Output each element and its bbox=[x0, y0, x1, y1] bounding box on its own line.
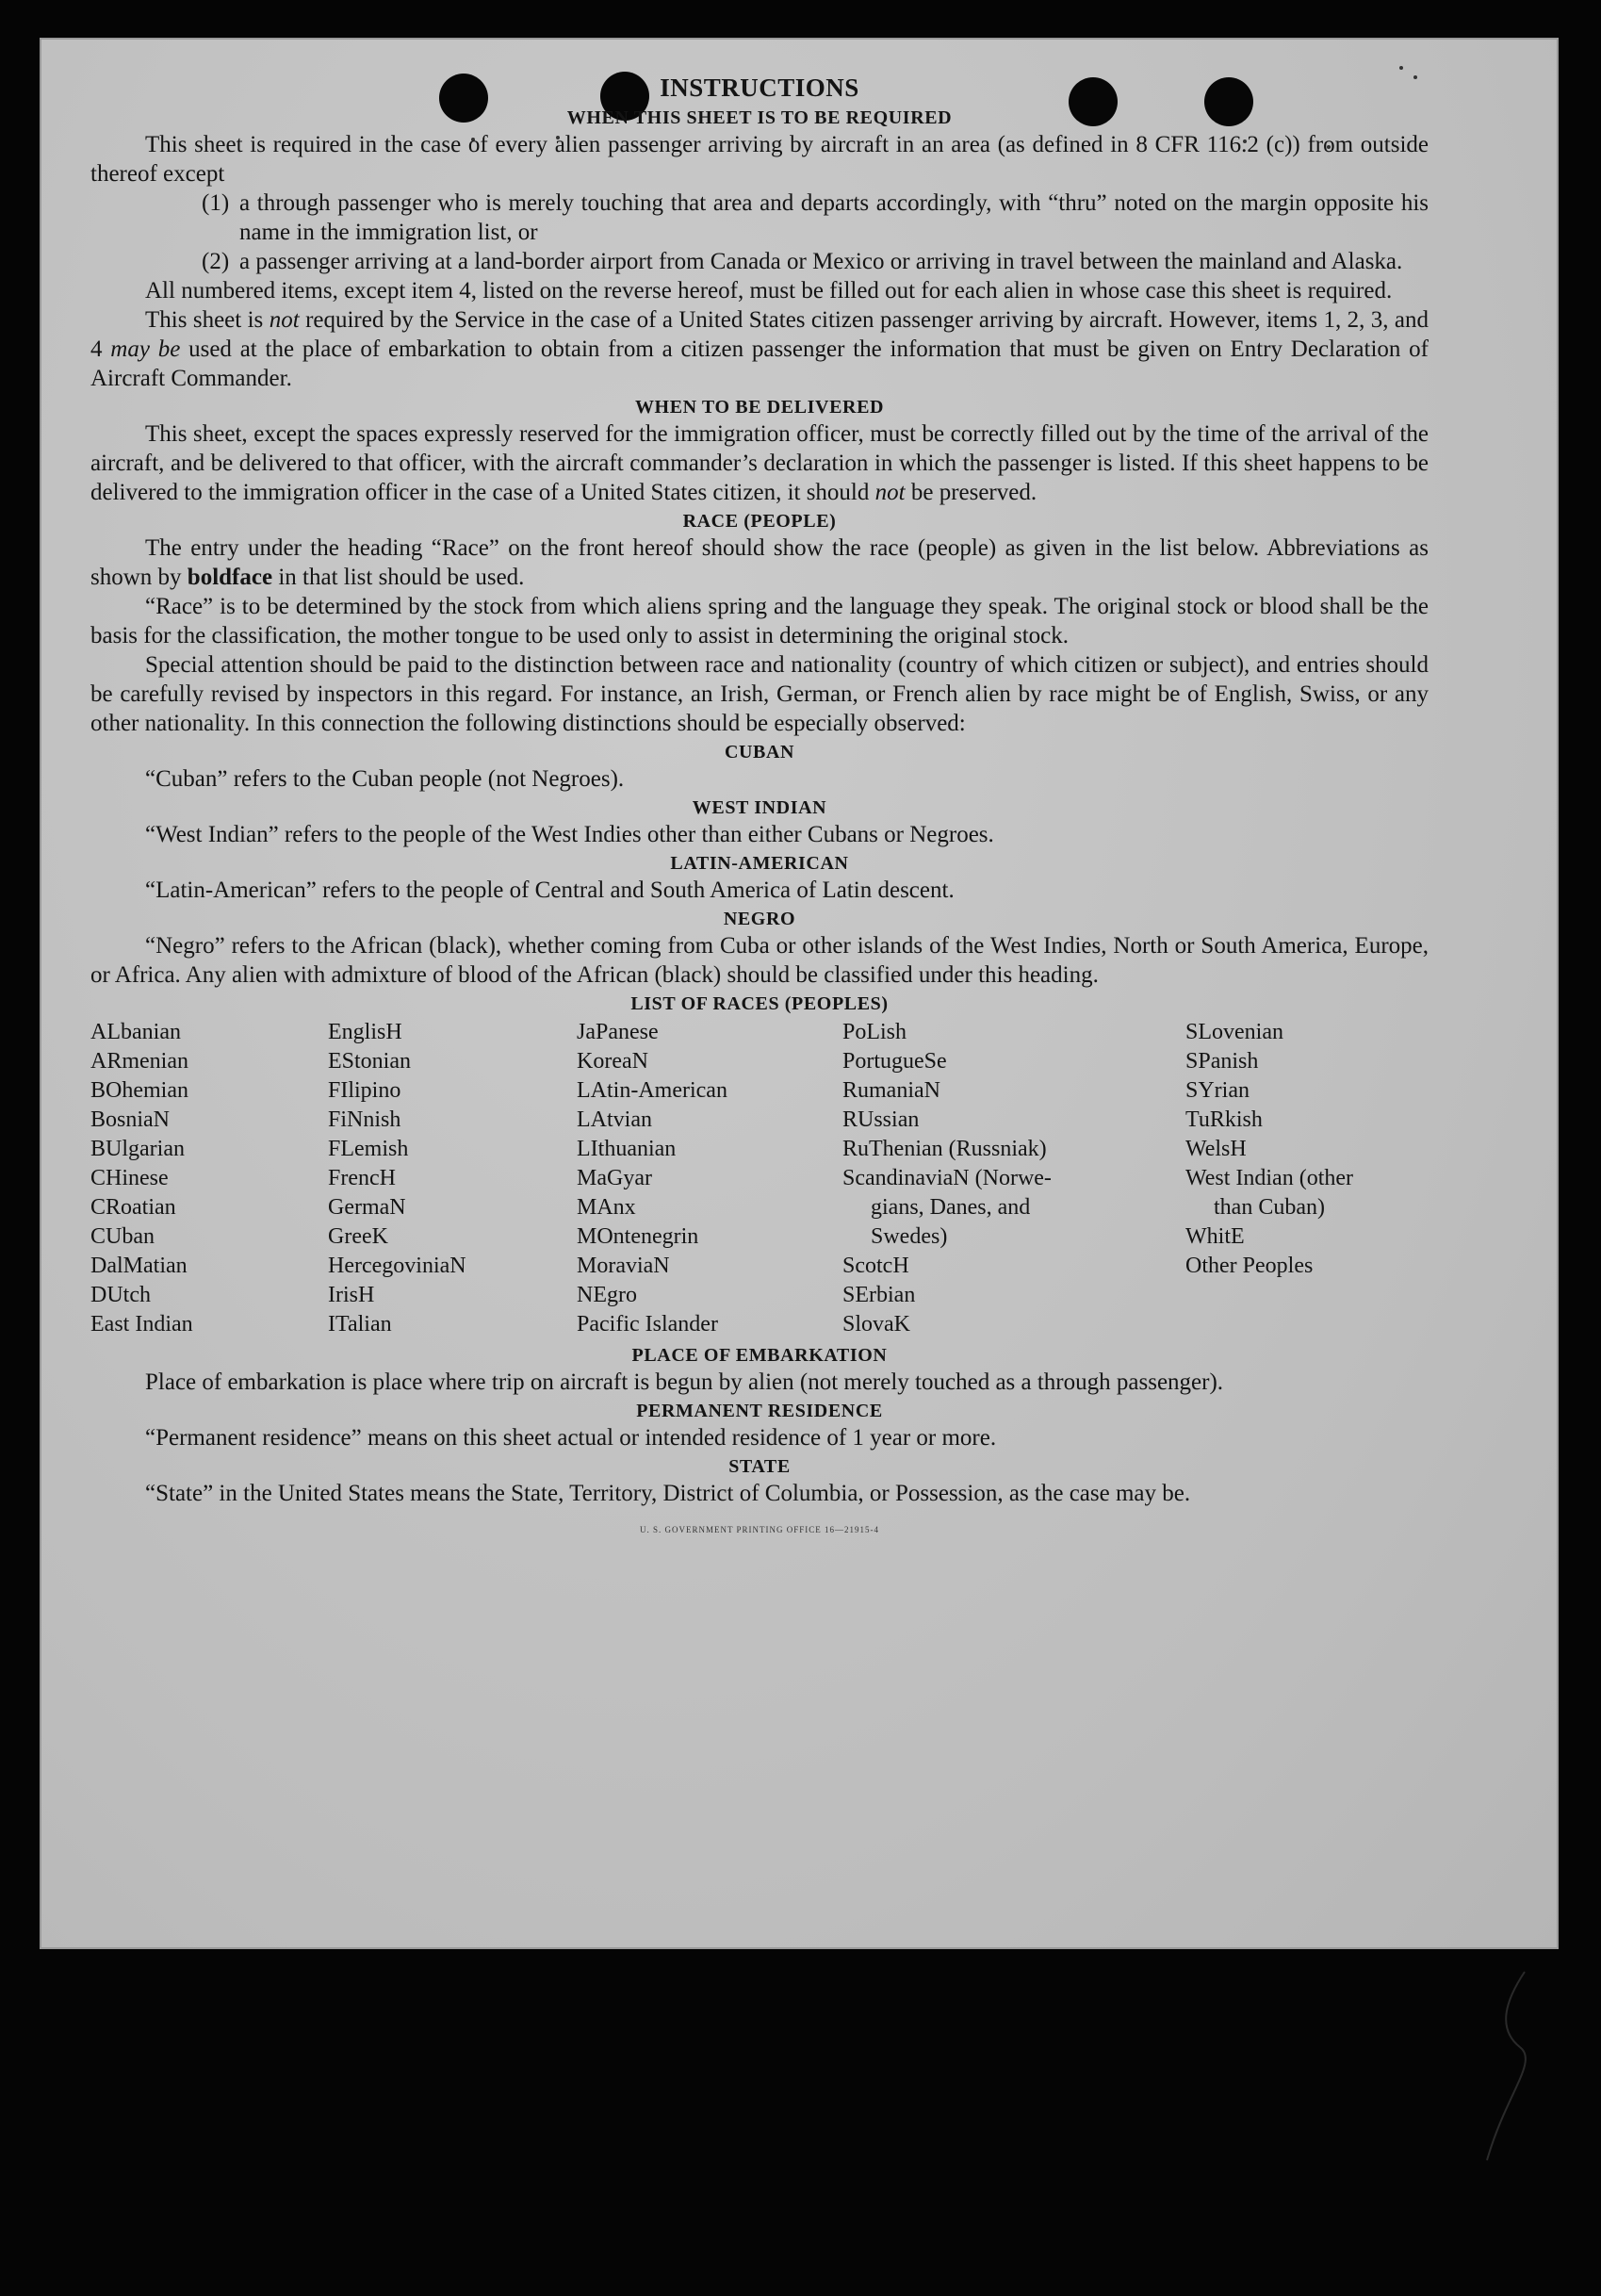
list-item-number: (1) bbox=[202, 190, 230, 216]
race-entry: ITalian bbox=[328, 1312, 392, 1337]
paragraph-race-2: “Race” is to be determined by the stock from which aliens spring and the language they speak. The original stock or blood shall be the basis for the classification, the mother tongue to be used only to assist in determining the original stock. bbox=[90, 594, 1429, 648]
paragraph-cuban: “Cuban” refers to the Cuban people (not Negroes). bbox=[145, 766, 625, 792]
race-entry-continued: Swedes) bbox=[871, 1224, 948, 1249]
list-item-number: (2) bbox=[202, 249, 230, 274]
list-item-1 bbox=[202, 189, 1429, 247]
paragraph-state: “State” in the United States means the State, Territory, District of Columbia, or Possession, as the case may be. bbox=[145, 1481, 1191, 1506]
italic-not: not bbox=[269, 307, 300, 333]
race-entry: SPanish bbox=[1185, 1049, 1259, 1074]
text-run: This sheet, except the spaces expressly reserved for the immigration officer, must be correctly filled out by the time of the arrival of the aircraft, and be delivered to that officer, with the aircraft commander’s declaration in which the passenger is listed. If this sheet happens to be delivered to the immigration officer in the case of a United States citizen, it should bbox=[90, 421, 1429, 505]
race-entry: RuThenian (Russniak) bbox=[842, 1137, 1047, 1161]
italic-may-be: may be bbox=[110, 336, 181, 362]
race-entry: EnglisH bbox=[328, 1020, 402, 1044]
race-entry: DUtch bbox=[90, 1283, 151, 1307]
heading-permanent-residence: PERMANENT RESIDENCE bbox=[636, 1401, 883, 1421]
heading-west-indian: WEST INDIAN bbox=[692, 797, 827, 818]
race-entry: CUban bbox=[90, 1224, 155, 1249]
race-entry: SlovaK bbox=[842, 1312, 910, 1337]
race-entry: MOntenegrin bbox=[577, 1224, 699, 1249]
paragraph-latin-american: “Latin-American” refers to the people of Central and South America of Latin descent. bbox=[145, 877, 955, 903]
list-item-text: a through passenger who is merely touching that area and departs accordingly, with “thru” noted on the margin opposite his name in the immigration list, or bbox=[239, 190, 1429, 245]
race-entry: FiNnish bbox=[328, 1107, 401, 1132]
race-entry-continued: than Cuban) bbox=[1214, 1195, 1325, 1220]
race-entry: LIthuanian bbox=[577, 1137, 677, 1161]
race-entry: MoraviaN bbox=[577, 1254, 670, 1278]
race-entry: CRoatian bbox=[90, 1195, 176, 1220]
races-list bbox=[90, 1018, 1429, 1339]
paragraph-race-3: Special attention should be paid to the distinction between race and nationality (country of which citizen or subject), and entries should be carefully revised by inspectors in this regard. For instance, an Irish, German, or French alien by race might be of English, Swiss, or any other nationality. In this connection the following distinctions should be especially observed: bbox=[90, 652, 1429, 736]
paragraph-citizen bbox=[90, 305, 1429, 393]
race-entry: JaPanese bbox=[577, 1020, 659, 1044]
race-entry: BUlgarian bbox=[90, 1137, 185, 1161]
heading-race: RACE (PEOPLE) bbox=[682, 511, 837, 532]
race-entry: TuRkish bbox=[1185, 1107, 1263, 1132]
text-run: be preserved. bbox=[910, 480, 1037, 505]
heading-when-required: WHEN THIS SHEET IS TO BE REQUIRED bbox=[566, 107, 953, 128]
races-column bbox=[1185, 1018, 1429, 1339]
race-entry: ScotcH bbox=[842, 1254, 909, 1278]
race-entry: LAtvian bbox=[577, 1107, 652, 1132]
race-entry: CHinese bbox=[90, 1166, 169, 1190]
race-entry: East Indian bbox=[90, 1312, 193, 1337]
text-run: in that list should be used. bbox=[278, 565, 525, 590]
race-entry: West Indian (other bbox=[1185, 1166, 1354, 1190]
race-entry: ScandinaviaN (Norwe- bbox=[842, 1166, 1052, 1190]
race-entry: MAnx bbox=[577, 1195, 636, 1220]
races-column bbox=[842, 1018, 1185, 1339]
races-column bbox=[577, 1018, 842, 1339]
race-entry: SYrian bbox=[1185, 1078, 1250, 1103]
race-entry: ALbanian bbox=[90, 1020, 181, 1044]
heading-state: STATE bbox=[728, 1456, 791, 1477]
paragraph-west-indian: “West Indian” refers to the people of the West Indies other than either Cubans or Negroes. bbox=[145, 822, 994, 847]
race-entry: ARmenian bbox=[90, 1049, 188, 1074]
race-entry: SLovenian bbox=[1185, 1020, 1283, 1044]
race-entry: RUssian bbox=[842, 1107, 920, 1132]
race-entry: WelsH bbox=[1185, 1137, 1247, 1161]
race-entry: RumaniaN bbox=[842, 1078, 940, 1103]
race-entry: BosniaN bbox=[90, 1107, 170, 1132]
text-run: required by the Service in the case of a United States citizen passenger arriving by aircraft. However, items 1, 2, 3, and 4 bbox=[90, 307, 1429, 362]
race-entry: MaGyar bbox=[577, 1166, 652, 1190]
race-entry: IrisH bbox=[328, 1283, 375, 1307]
heading-latin-american: LATIN-AMERICAN bbox=[670, 853, 849, 874]
speck bbox=[1399, 66, 1403, 70]
race-entry: WhitE bbox=[1185, 1224, 1245, 1249]
race-entry: HercegoviniaN bbox=[328, 1254, 466, 1278]
heading-place-of-embarkation: PLACE OF EMBARKATION bbox=[631, 1345, 888, 1366]
paragraph-negro: “Negro” refers to the African (black), whether coming from Cuba or other islands of the West Indies, North or South America, Europe, or Africa. Any alien with admixture of blood of the African (black) should be classified under this heading. bbox=[90, 933, 1429, 988]
paragraph-race-1 bbox=[90, 533, 1429, 592]
text-run: used at the place of embarkation to obtain from a citizen passenger the information that must be given on Entry Declaration of Aircraft Commander. bbox=[90, 336, 1429, 391]
race-entry: FrencH bbox=[328, 1166, 396, 1190]
paragraph-when-required-intro: This sheet is required in the case of every alien passenger arriving by aircraft in an area (as defined in 8 CFR 116.2 (c)) from outside thereof except bbox=[90, 132, 1429, 187]
handwriting-mark bbox=[1468, 1962, 1553, 2170]
race-entry: FLemish bbox=[328, 1137, 409, 1161]
race-entry: EStonian bbox=[328, 1049, 411, 1074]
page-title: INSTRUCTIONS bbox=[660, 74, 859, 102]
race-entry: KoreaN bbox=[577, 1049, 648, 1074]
paragraph-permanent-residence: “Permanent residence” means on this sheet actual or intended residence of 1 year or more. bbox=[145, 1425, 997, 1451]
paragraph-when-delivered bbox=[90, 419, 1429, 507]
races-column bbox=[328, 1018, 577, 1339]
italic-not: not bbox=[874, 480, 906, 505]
race-entry: Pacific Islander bbox=[577, 1312, 718, 1337]
paragraph-numbered-items: All numbered items, except item 4, listed on the reverse hereof, must be filled out for each alien in whose case this sheet is required. bbox=[145, 278, 1393, 303]
race-entry: GermaN bbox=[328, 1195, 406, 1220]
race-entry: GreeK bbox=[328, 1224, 388, 1249]
printer-imprint: U. S. GOVERNMENT PRINTING OFFICE 16—21915-4 bbox=[639, 1525, 880, 1534]
race-entry: PoLish bbox=[842, 1020, 907, 1044]
heading-list-of-races: LIST OF RACES (PEOPLES) bbox=[630, 993, 889, 1014]
heading-when-delivered: WHEN TO BE DELIVERED bbox=[634, 397, 885, 418]
race-entry: DalMatian bbox=[90, 1254, 188, 1278]
text-run: This sheet is bbox=[145, 307, 264, 333]
bold-boldface: boldface bbox=[187, 565, 273, 590]
race-entry: NEgro bbox=[577, 1283, 637, 1307]
heading-cuban: CUBAN bbox=[724, 742, 795, 763]
paragraph-place-of-embarkation: Place of embarkation is place where trip on aircraft is begun by alien (not merely touched as a through passenger). bbox=[145, 1369, 1224, 1395]
race-entry: SErbian bbox=[842, 1283, 916, 1307]
list-item-2 bbox=[202, 247, 1429, 276]
heading-negro: NEGRO bbox=[723, 909, 796, 929]
race-entry: BOhemian bbox=[90, 1078, 188, 1103]
race-entry: PortugueSe bbox=[842, 1049, 947, 1074]
race-entry-continued: gians, Danes, and bbox=[871, 1195, 1031, 1220]
list-item-text: a passenger arriving at a land-border airport from Canada or Mexico or arriving in travel between the mainland and Alaska. bbox=[239, 249, 1403, 274]
race-entry: Other Peoples bbox=[1185, 1254, 1314, 1278]
instructions-text bbox=[90, 72, 1429, 1545]
race-entry: LAtin-American bbox=[577, 1078, 727, 1103]
race-entry: FIlipino bbox=[328, 1078, 401, 1103]
races-column bbox=[90, 1018, 328, 1339]
text-run: The entry under the heading “Race” on the front hereof should show the race (people) as given in the list below. Abbreviations as shown by bbox=[90, 535, 1429, 590]
